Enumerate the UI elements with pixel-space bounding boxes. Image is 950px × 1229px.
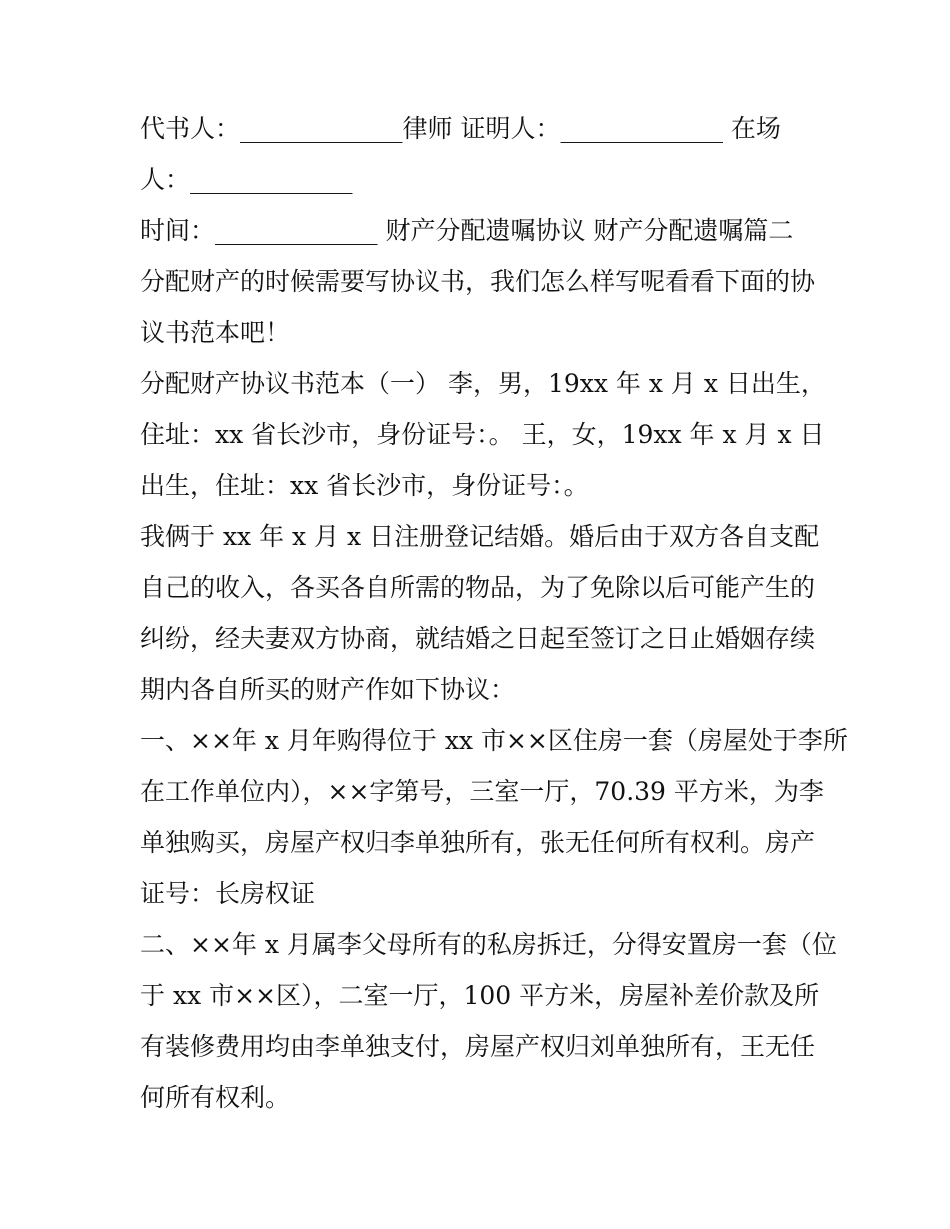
intro-line: 分配财产的时候需要写协议书，我们怎么样写呢看看下面的协	[140, 267, 816, 296]
party-line: 分配财产协议书范本（一） 李，男，19xx 年 x 月 x 日出生，	[140, 369, 826, 398]
clause-one-line: 一、××年 x 月年购得位于 xx 市××区住房一套（房屋处于李所	[140, 726, 848, 755]
clause-one-line: 单独购买，房屋产权归李单独所有，张无任何所有权利。房产	[140, 828, 816, 857]
paragraph-line: 自己的收入，各买各自所需的物品，为了免除以后可能产生的	[140, 573, 816, 602]
intro-line: 议书范本吧！	[140, 318, 291, 347]
witness-line-cont: 人：_____________	[140, 165, 353, 194]
time-line: 时间：_____________ 财产分配遗嘱协议 财产分配遗嘱篇二	[140, 216, 794, 245]
clause-one-line: 在工作单位内），××字第号，三室一厅，70.39 平方米，为李	[140, 777, 824, 806]
paragraph-line: 纠纷，经夫妻双方协商，就结婚之日起至签订之日止婚姻存续	[140, 624, 816, 653]
clause-two-line: 二、××年 x 月属李父母所有的私房拆迁，分得安置房一套（位	[140, 930, 837, 959]
paragraph-line: 我俩于 xx 年 x 月 x 日注册登记结婚。婚后由于双方各自支配	[140, 522, 820, 551]
party-line: 住址：xx 省长沙市，身份证号：。 王，女，19xx 年 x 月 x 日	[140, 420, 825, 449]
clause-two-line: 于 xx 市××区），二室一厅，100 平方米，房屋补差价款及所	[140, 981, 820, 1010]
document-body	[140, 103, 848, 1123]
clause-two-line: 有装修费用均由李单独支付，房屋产权归刘单独所有，王无任	[140, 1032, 816, 1061]
clause-one-line: 证号：长房权证	[140, 879, 316, 908]
paragraph-line: 期内各自所买的财产作如下协议：	[140, 675, 516, 704]
witness-line: 代书人：_____________律师 证明人：_____________ 在场	[140, 114, 781, 143]
clause-two-line: 何所有权利。	[140, 1083, 291, 1112]
party-line: 出生，住址：xx 省长沙市，身份证号：。	[140, 471, 589, 500]
